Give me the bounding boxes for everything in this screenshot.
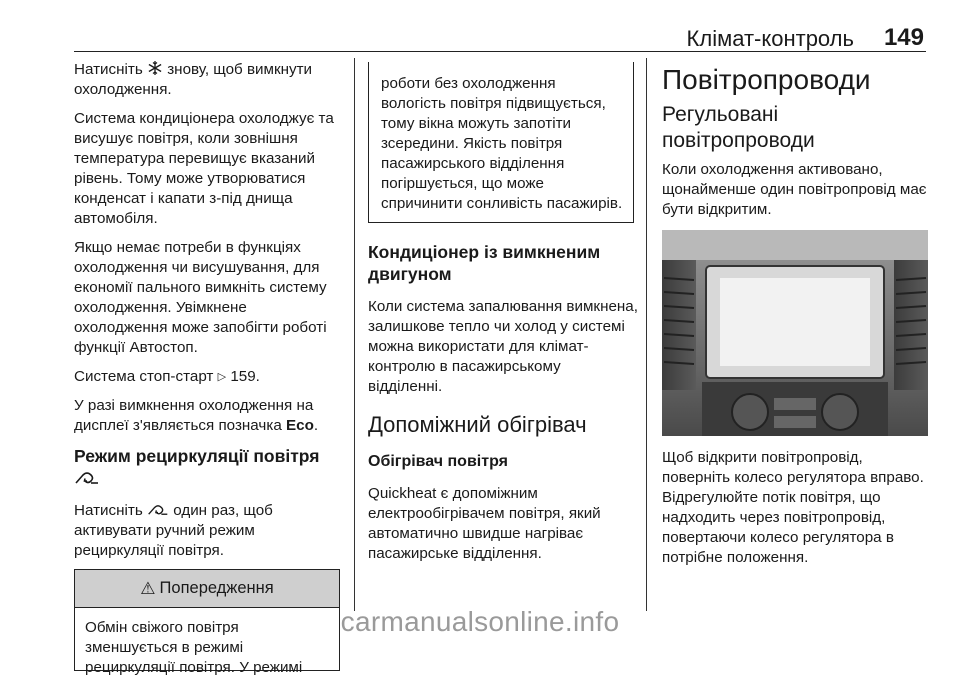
heading-air-heater: Обігрівач повітря bbox=[368, 453, 508, 470]
paragraph-quickheat: Quickheat є допоміжним електрообігрівачем повітря, який автоматично швидше нагріває пасажирське відділення. bbox=[368, 485, 601, 562]
page-title: Клімат-контроль bbox=[686, 26, 854, 51]
warning-box-continued bbox=[368, 62, 634, 223]
paragraph-open-vent: Щоб відкрити повітропровід, поверніть колесо регулятора вправо. Відрегулюйте потік повітря, що надходить через повітропровід, повертаючи колесо регулятора в потрібне положення. bbox=[662, 449, 924, 566]
vent-photo bbox=[662, 230, 928, 436]
paragraph-eco bbox=[74, 396, 344, 436]
paragraph-activate-recirc bbox=[74, 501, 344, 561]
warning-title: Попередження bbox=[159, 579, 274, 597]
heading-adjustable-vents: Регульовані повітропроводи bbox=[662, 103, 815, 152]
text: У разі вимкнення охолодження на дисплеї з'являється позначка bbox=[74, 397, 314, 434]
text: Натисніть bbox=[74, 502, 143, 519]
heading-air-vents: Повітропроводи bbox=[662, 64, 871, 95]
heading-ac-engine-off: Кондиціонер із вимкненим двигуном bbox=[368, 242, 601, 284]
text: знову, щоб вимкнути охолодження. bbox=[74, 61, 313, 98]
paragraph-economy: Якщо немає потреби в функціях охолодження чи висушування, для економії пального вимкніть систему охолодження. Увімкнене охолодження може запобігти роботі функції Автостоп. bbox=[74, 239, 327, 356]
heading-recirculation bbox=[74, 445, 344, 489]
text: Система стоп-старт bbox=[74, 368, 214, 385]
snowflake-icon bbox=[147, 60, 163, 76]
text: . bbox=[313, 417, 319, 434]
heading-text: Режим рециркуляції повітря bbox=[74, 446, 320, 466]
watermark: carmanualsonline.info bbox=[340, 606, 620, 637]
warning-text-continued: роботи без охолодження вологість повітря підвищується, тому вікна можуть запотіти зсередини. Якість повітря пасажирського відділення погіршується, що може спричинити сонливість пасажирів. bbox=[381, 75, 623, 212]
column-left bbox=[74, 60, 344, 676]
text: один раз, щоб активувати ручний режим рециркуляції повітря. bbox=[74, 502, 273, 559]
recirculation-icon bbox=[147, 503, 169, 517]
column-right bbox=[662, 60, 928, 577]
vent-illustration bbox=[662, 230, 928, 436]
paragraph-stop-start-ref bbox=[74, 367, 344, 387]
header-rule bbox=[74, 51, 926, 52]
paragraph-turn-off-cooling bbox=[74, 60, 344, 100]
column-divider-1 bbox=[354, 58, 355, 611]
page-reference: 159. bbox=[230, 368, 260, 385]
warning-header bbox=[75, 570, 339, 608]
warning-triangle-icon: ⚠ bbox=[140, 578, 156, 598]
paragraph-vents-open: Коли охолодження активовано, щонайменше один повітропровід має бути відкритим. bbox=[662, 161, 927, 218]
eco-label: Eco bbox=[286, 417, 314, 434]
warning-text: Обмін свіжого повітря зменшується в режимі рециркуляції повітря. У режимі bbox=[85, 619, 303, 676]
page-header bbox=[74, 22, 926, 52]
page-number: 149 bbox=[883, 24, 924, 51]
paragraph-residual-heat: Коли система запалювання вимкнена, залишкове тепло чи холод у системі можна використати для клімат-контролю в пасажирському відділенні. bbox=[368, 298, 638, 395]
column-middle bbox=[368, 62, 638, 573]
column-divider-2 bbox=[646, 58, 647, 611]
recirculation-icon bbox=[74, 470, 100, 486]
heading-auxiliary-heater: Допоміжний обігрівач bbox=[368, 412, 587, 437]
text: Натисніть bbox=[74, 61, 143, 78]
paragraph-ac-system: Система кондиціонера охолоджує та висушує повітря, коли зовнішня температура перевищує вказаний рівень. Тому може утворюватися конденсат і капати з-під днища автомобіля. bbox=[74, 110, 334, 227]
reference-arrow-icon: ▷ bbox=[217, 371, 227, 383]
